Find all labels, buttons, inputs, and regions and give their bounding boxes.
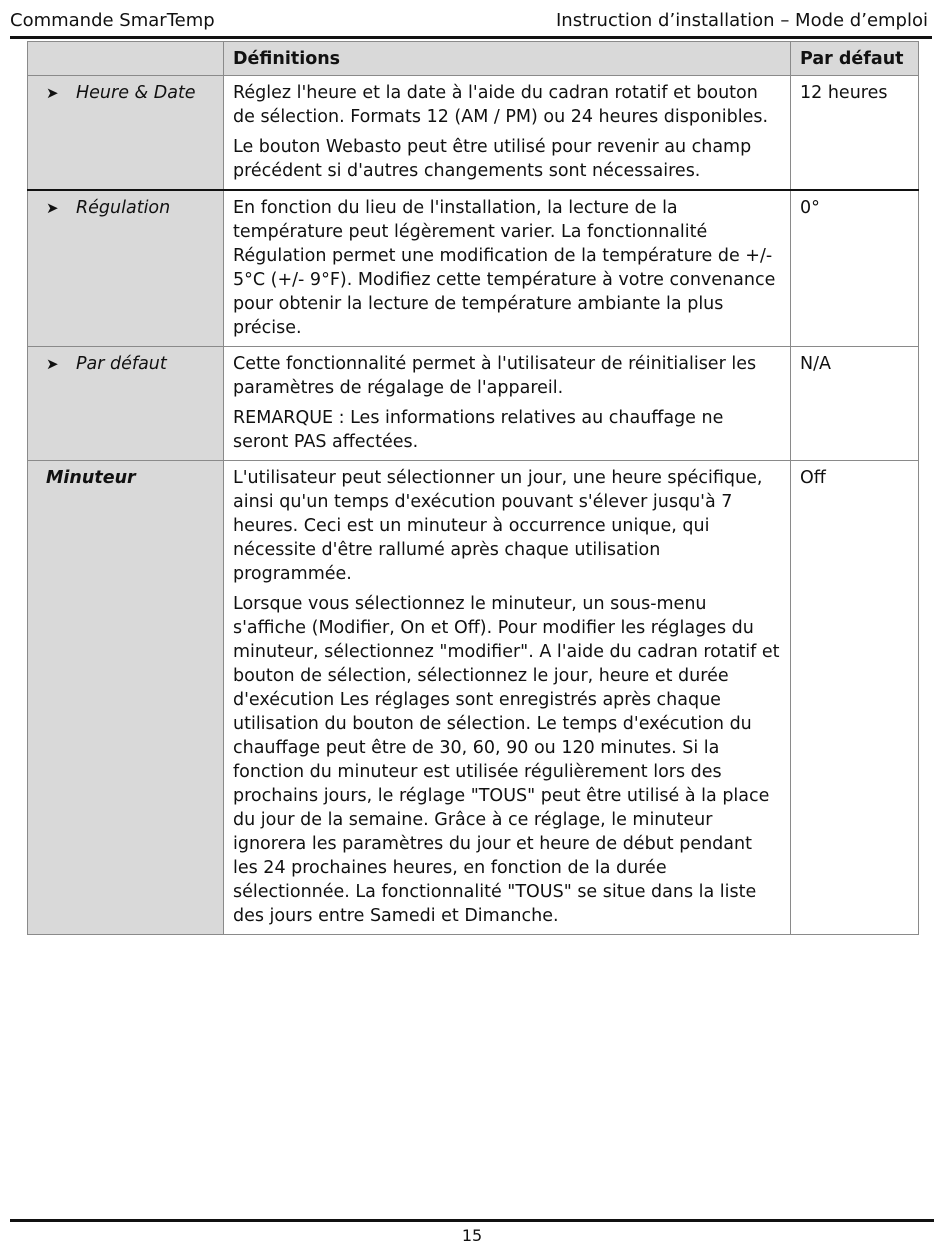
definition-paragraph: Réglez l'heure et la date à l'aide du cadran rotatif et bouton de sélection. Formats 12 (AM / PM) ou 24 heures disponibles. (233, 83, 769, 127)
column-header-definitions: Définitions (224, 42, 791, 76)
table-row (28, 190, 919, 347)
table-header-row (28, 42, 919, 76)
document-subtitle: Instruction d’installation – Mode d’emploi (556, 10, 928, 31)
row-definition-cell (224, 76, 791, 191)
row-definition-cell (224, 347, 791, 461)
row-default-cell: 0° (791, 190, 919, 347)
row-name-cell (28, 190, 224, 347)
row-name: Minuteur (46, 468, 136, 488)
row-name: Régulation (76, 198, 171, 218)
page-number: 15 (461, 1226, 483, 1245)
definition-paragraph: REMARQUE : Les informations relatives au chauffage ne seront PAS affectées. (233, 408, 724, 452)
page-header (10, 8, 932, 39)
row-default-cell: N/A (791, 347, 919, 461)
document-title: Commande SmarTemp (10, 10, 215, 31)
definition-paragraph: L'utilisateur peut sélectionner un jour, une heure spécifique, ainsi qu'un temps d'exécution pouvant s'élever jusqu'à 7 heures. Ceci est un minuteur à occurrence unique, qui nécessite d'être rallumé après chaque utilisation programmée. (233, 468, 763, 584)
arrow-bullet-icon: ➤ (46, 199, 59, 217)
arrow-bullet-icon: ➤ (46, 355, 59, 373)
definition-paragraph: En fonction du lieu de l'installation, la lecture de la température peut légèrement varier. La fonctionnalité Régulation permet une modification de la température de +/- 5°C (+/- 9°F). Modifiez cette température à votre convenance pour obtenir la lecture de température ambiante la plus précise. (233, 198, 776, 338)
definition-paragraph: Lorsque vous sélectionnez le minuteur, un sous-menu s'affiche (Modifier, On et Off). Pour modifier les réglages du minuteur, sélectionnez "modifier". A l'aide du cadran rotatif et bouton de sélection, sélectionnez le jour, heure et durée d'exécution Les réglages sont enregistrés après chaque utilisation du bouton de sélection. Le temps d'exécution du chauffage peut être de 30, 60, 90 ou 120 minutes. Si la fonction du minuteur est utilisée régulièrement lors des prochains jours, le réglage "TOUS" peut être utilisé à la place du jour de la semaine. Grâce à ce réglage, le minuteur ignorera les paramètres du jour et heure de début pendant les 24 prochaines heures, en fonction de la durée sélectionnée. La fonctionnalité "TOUS" se situe dans la liste des jours entre Samedi et Dimanche. (233, 594, 780, 926)
row-default-cell: 12 heures (791, 76, 919, 191)
row-name: Heure & Date (76, 83, 196, 103)
table-row (28, 76, 919, 191)
settings-table (27, 41, 919, 935)
column-header-name (28, 42, 224, 76)
row-definition-cell (224, 190, 791, 347)
definition-paragraph: Le bouton Webasto peut être utilisé pour revenir au champ précédent si d'autres changements sont nécessaires. (233, 137, 752, 181)
definition-paragraph: Cette fonctionnalité permet à l'utilisateur de réinitialiser les paramètres de régalage de l'appareil. (233, 354, 757, 398)
table-row (28, 461, 919, 935)
row-name-cell (28, 76, 224, 191)
row-definition-cell (224, 461, 791, 935)
row-name-cell (28, 347, 224, 461)
table-row (28, 347, 919, 461)
page-footer (10, 1219, 934, 1248)
arrow-bullet-icon: ➤ (46, 84, 59, 102)
row-default-cell: Off (791, 461, 919, 935)
row-name-cell (28, 461, 224, 935)
row-name: Par défaut (76, 354, 167, 374)
column-header-default: Par défaut (791, 42, 919, 76)
